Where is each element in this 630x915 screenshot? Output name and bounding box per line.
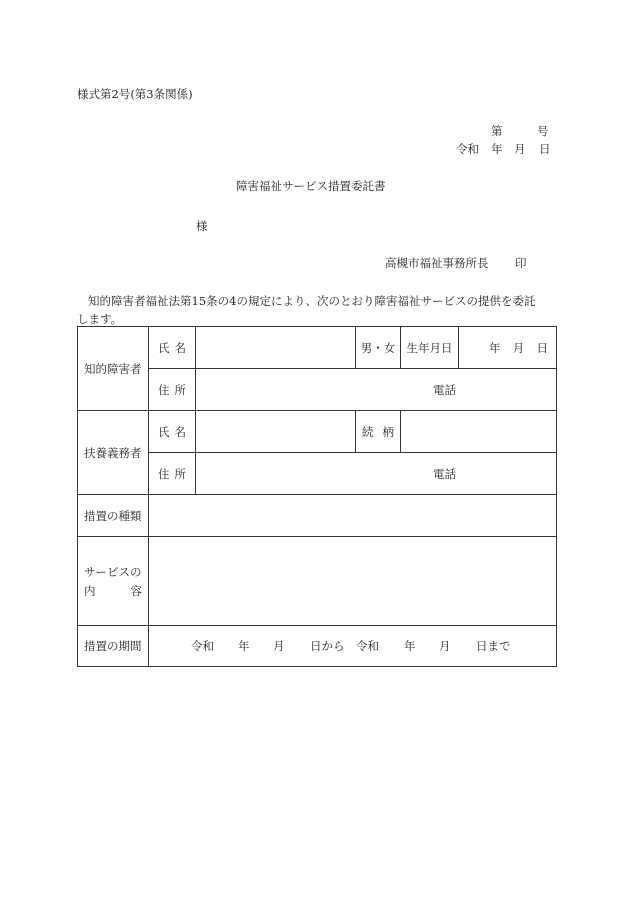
person-name-row	[78, 327, 557, 369]
period-from-era: 令和	[191, 639, 214, 653]
person-address-row	[78, 369, 557, 411]
issuer: 高槻市福祉事務所長	[385, 256, 489, 270]
birth-year-label: 年	[489, 340, 501, 355]
name-label-2: 名	[174, 340, 186, 355]
form-table	[77, 326, 557, 667]
service-label-2b: 容	[130, 583, 142, 598]
guardian-address-label-2: 所	[174, 466, 186, 481]
address-label-cell	[149, 369, 196, 411]
period-to-year: 年	[404, 639, 416, 653]
date-day: 日	[539, 142, 551, 156]
person-label: 知的障害者	[84, 361, 142, 376]
relation-label-1: 続	[362, 424, 374, 439]
measure-type-label-cell	[78, 495, 149, 537]
service-content-row	[78, 537, 557, 626]
birth-month-label: 月	[512, 340, 525, 355]
doc-no-dai: 第	[491, 124, 503, 138]
birth-date-field[interactable]	[459, 327, 557, 369]
address-label-1: 住	[158, 382, 170, 397]
sex-field[interactable]	[356, 327, 401, 369]
guardian-name-label-cell	[149, 411, 196, 453]
guardian-address-row	[78, 453, 557, 495]
service-label-line1: サービスの	[84, 564, 142, 579]
period-from-month: 月	[273, 639, 285, 653]
period-field[interactable]	[149, 626, 557, 667]
period-row	[78, 626, 557, 667]
sex-label: 男・女	[360, 340, 396, 355]
date-year: 年	[491, 142, 503, 156]
document-title: 障害福祉サービス措置委託書	[236, 179, 386, 193]
period-label: 措置の期間	[84, 639, 142, 653]
form-number: 様式第2号(第3条関係)	[77, 87, 193, 101]
person-name-field[interactable]	[196, 327, 356, 369]
recipient-suffix: 様	[196, 219, 208, 233]
person-label-cell	[78, 327, 149, 411]
guardian-name-row	[78, 411, 557, 453]
guardian-address-label-cell	[149, 453, 196, 495]
body-text-line2: します。	[77, 312, 123, 326]
measure-type-row	[78, 495, 557, 537]
guardian-phone-label: 電話	[433, 466, 456, 481]
service-label-cell	[78, 537, 149, 626]
guardian-name-field[interactable]	[196, 411, 356, 453]
guardian-name-label-2: 名	[174, 424, 186, 439]
period-label-cell	[78, 626, 149, 667]
measure-type-label: 措置の種類	[84, 508, 142, 523]
name-label-cell	[149, 327, 196, 369]
date-month: 月	[514, 142, 526, 156]
guardian-name-label-1: 氏	[158, 424, 170, 439]
guardian-address-label-1: 住	[158, 466, 170, 481]
service-label-line2	[84, 583, 148, 599]
period-to-day: 日まで	[476, 639, 511, 653]
relation-label-cell	[356, 411, 401, 453]
period-from-year: 年	[238, 639, 250, 653]
phone-label: 電話	[433, 382, 456, 397]
body-text-line1: 知的障害者福祉法第15条の4の規定により、次のとおり障害福祉サービスの提供を委託	[88, 294, 536, 308]
name-label-1: 氏	[158, 340, 170, 355]
measure-type-field[interactable]	[149, 495, 557, 537]
guardian-label-cell	[78, 411, 149, 495]
period-from-day: 日から	[310, 639, 345, 653]
service-label-2a: 内	[84, 583, 96, 598]
relation-label-2: 柄	[382, 424, 394, 439]
service-content-field[interactable]	[149, 537, 557, 626]
date-era: 令和	[456, 142, 479, 156]
seal-mark: 印	[515, 256, 527, 270]
person-address-field[interactable]	[196, 369, 557, 411]
guardian-address-field[interactable]	[196, 453, 557, 495]
birth-day-label: 日	[536, 340, 548, 355]
relation-field[interactable]	[401, 411, 557, 453]
period-to-era: 令和	[356, 639, 379, 653]
address-label-2: 所	[174, 382, 186, 397]
period-to-month: 月	[439, 639, 451, 653]
doc-no-go: 号	[537, 124, 549, 138]
birth-label: 生年月日	[406, 340, 453, 355]
birth-label-cell	[401, 327, 459, 369]
guardian-label: 扶養義務者	[84, 445, 142, 460]
